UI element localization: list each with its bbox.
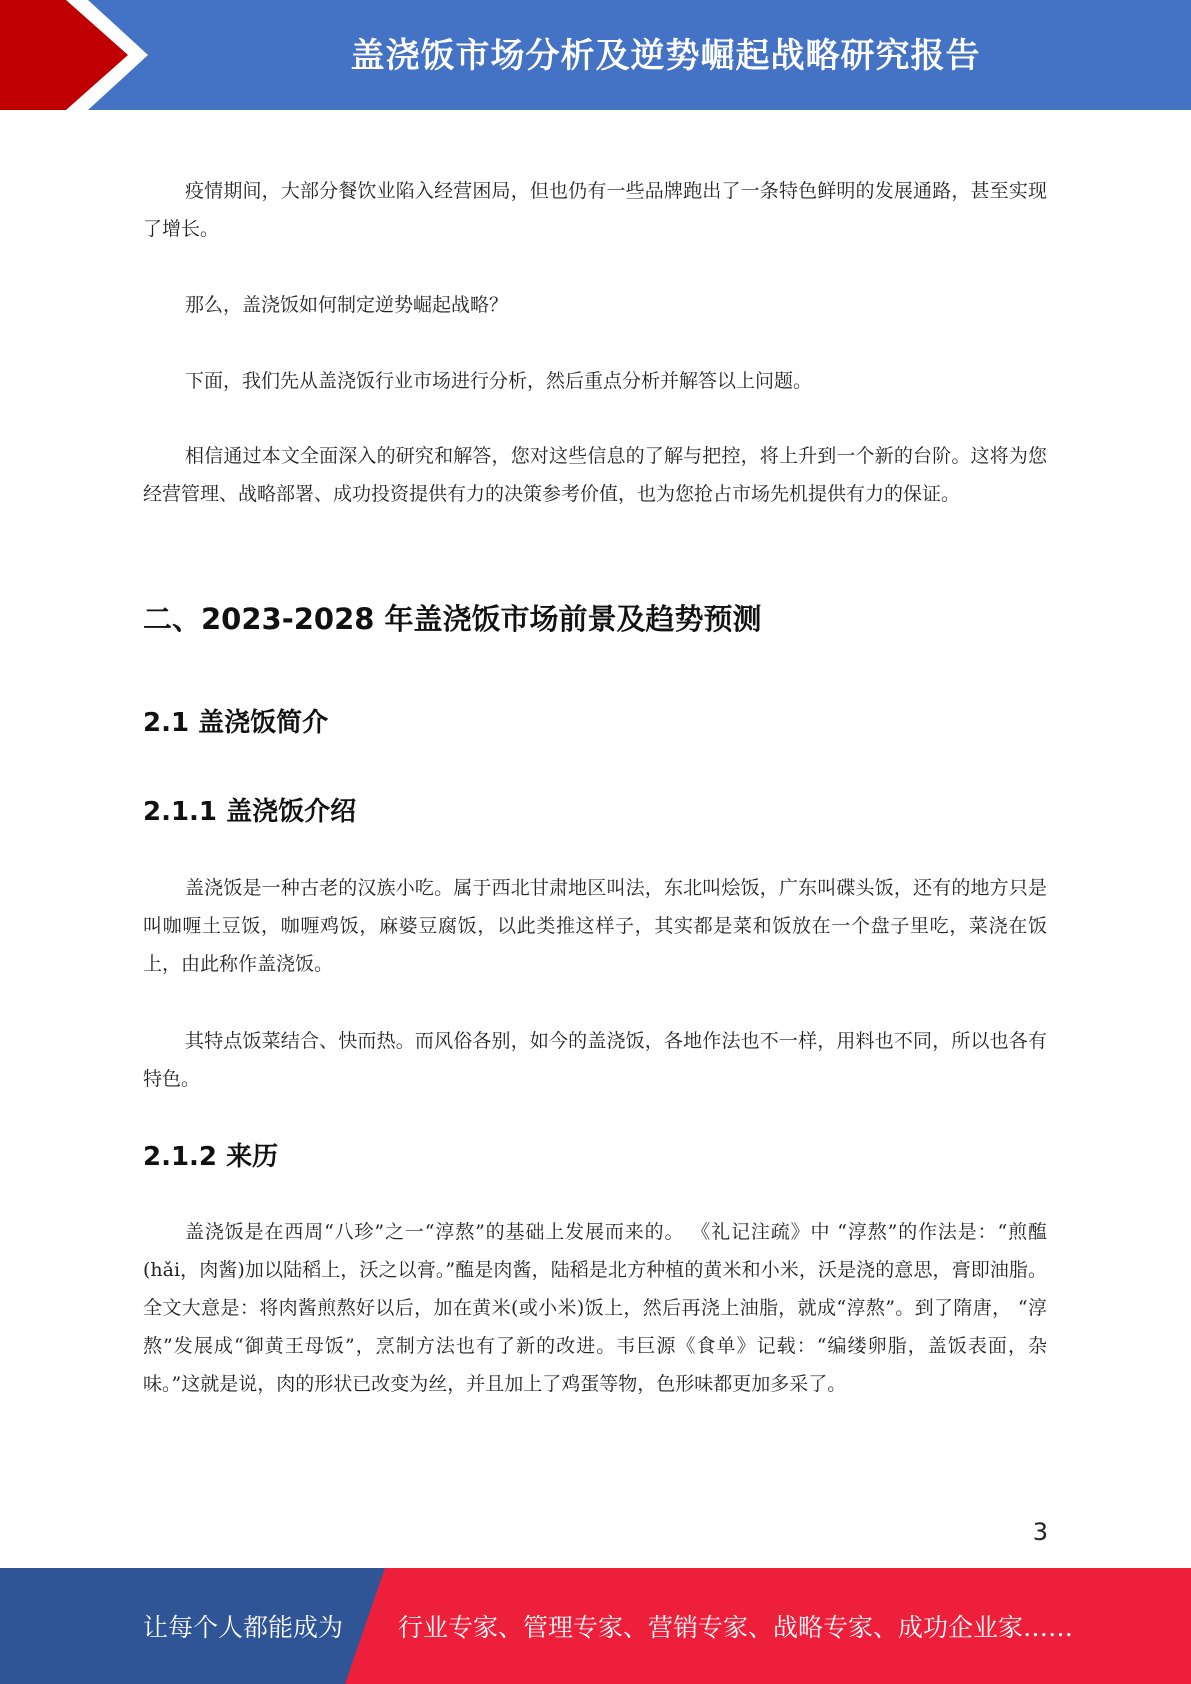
header-title: 盖浇饭市场分析及逆势崛起战略研究报告 (350, 35, 981, 76)
paragraph-value: 相信通过本文全面深入的研究和解答，您对这些信息的了解与把控，将上升到一个新的台阶。这将为您经营管理、战略部署、成功投资提供有力的决策参考价值，也为您抢占市场先机提供有力的保证。 (143, 445, 1047, 505)
paragraph-intro: 疫情期间，大部分餐饮业陷入经营困局，但也仍有一些品牌跑出了一条特色鲜明的发展通路，甚至实现了增长。 (143, 180, 1047, 240)
subsection-heading: 2.1 盖浇饭简介 (143, 708, 329, 738)
section-heading: 二、2023-2028 年盖浇饭市场前景及趋势预测 (143, 602, 762, 636)
page-number: 3 (1032, 1518, 1048, 1546)
paragraph-plan: 下面，我们先从盖浇饭行业市场进行分析，然后重点分析并解答以上问题。 (185, 370, 813, 392)
subsubsection-heading-origin: 2.1.2 来历 (143, 1142, 279, 1172)
footer-slogan-left: 让每个人都能成为 (143, 1613, 344, 1642)
header-arrow-icon (0, 0, 150, 110)
paragraph-origin: 盖浇饭是在西周“八珍”之一“淳熬”的基础上发展而来的。 《礼记注疏》中 “淳熬”的作法是：“煎醢(hǎi，肉酱)加以陆稻上，沃之以膏。”醢是肉酱，陆稻是北方种植的黄米和小米，沃是浇的意思，膏即油脂。全文大意是：将肉酱煎熬好以后，加在黄米(或小米)饭上，然后再浇上油脂，就成“淳熬”。到了隋唐， “淳熬”发展成“御黄王母饭”，烹制方法也有了新的改进。韦巨源《食单》记载：“编缕卵脂，盖饭表面，杂味。”这就是说，肉的形状已改变为丝，并且加上了鸡蛋等物，色形味都更加多采了。 (143, 1221, 1047, 1395)
paragraph-description: 盖浇饭是一种古老的汉族小吃。属于西北甘肃地区叫法，东北叫烩饭，广东叫碟头饭，还有的地方只是叫咖喱土豆饭，咖喱鸡饭，麻婆豆腐饭，以此类推这样子，其实都是菜和饭放在一个盘子里吃，菜浇在饭上，由此称作盖浇饭。 (143, 877, 1047, 975)
subsubsection-heading-intro: 2.1.1 盖浇饭介绍 (143, 797, 357, 827)
paragraph-features: 其特点饭菜结合、快而热。而风俗各别，如今的盖浇饭，各地作法也不一样，用料也不同，所以也各有特色。 (143, 1030, 1047, 1090)
footer-slogan-right: 行业专家、管理专家、营销专家、战略专家、成功企业家…… (398, 1613, 1074, 1642)
paragraph-question: 那么，盖浇饭如何制定逆势崛起战略？ (185, 294, 509, 316)
page-footer (0, 1568, 1191, 1684)
page-header (0, 0, 1191, 110)
